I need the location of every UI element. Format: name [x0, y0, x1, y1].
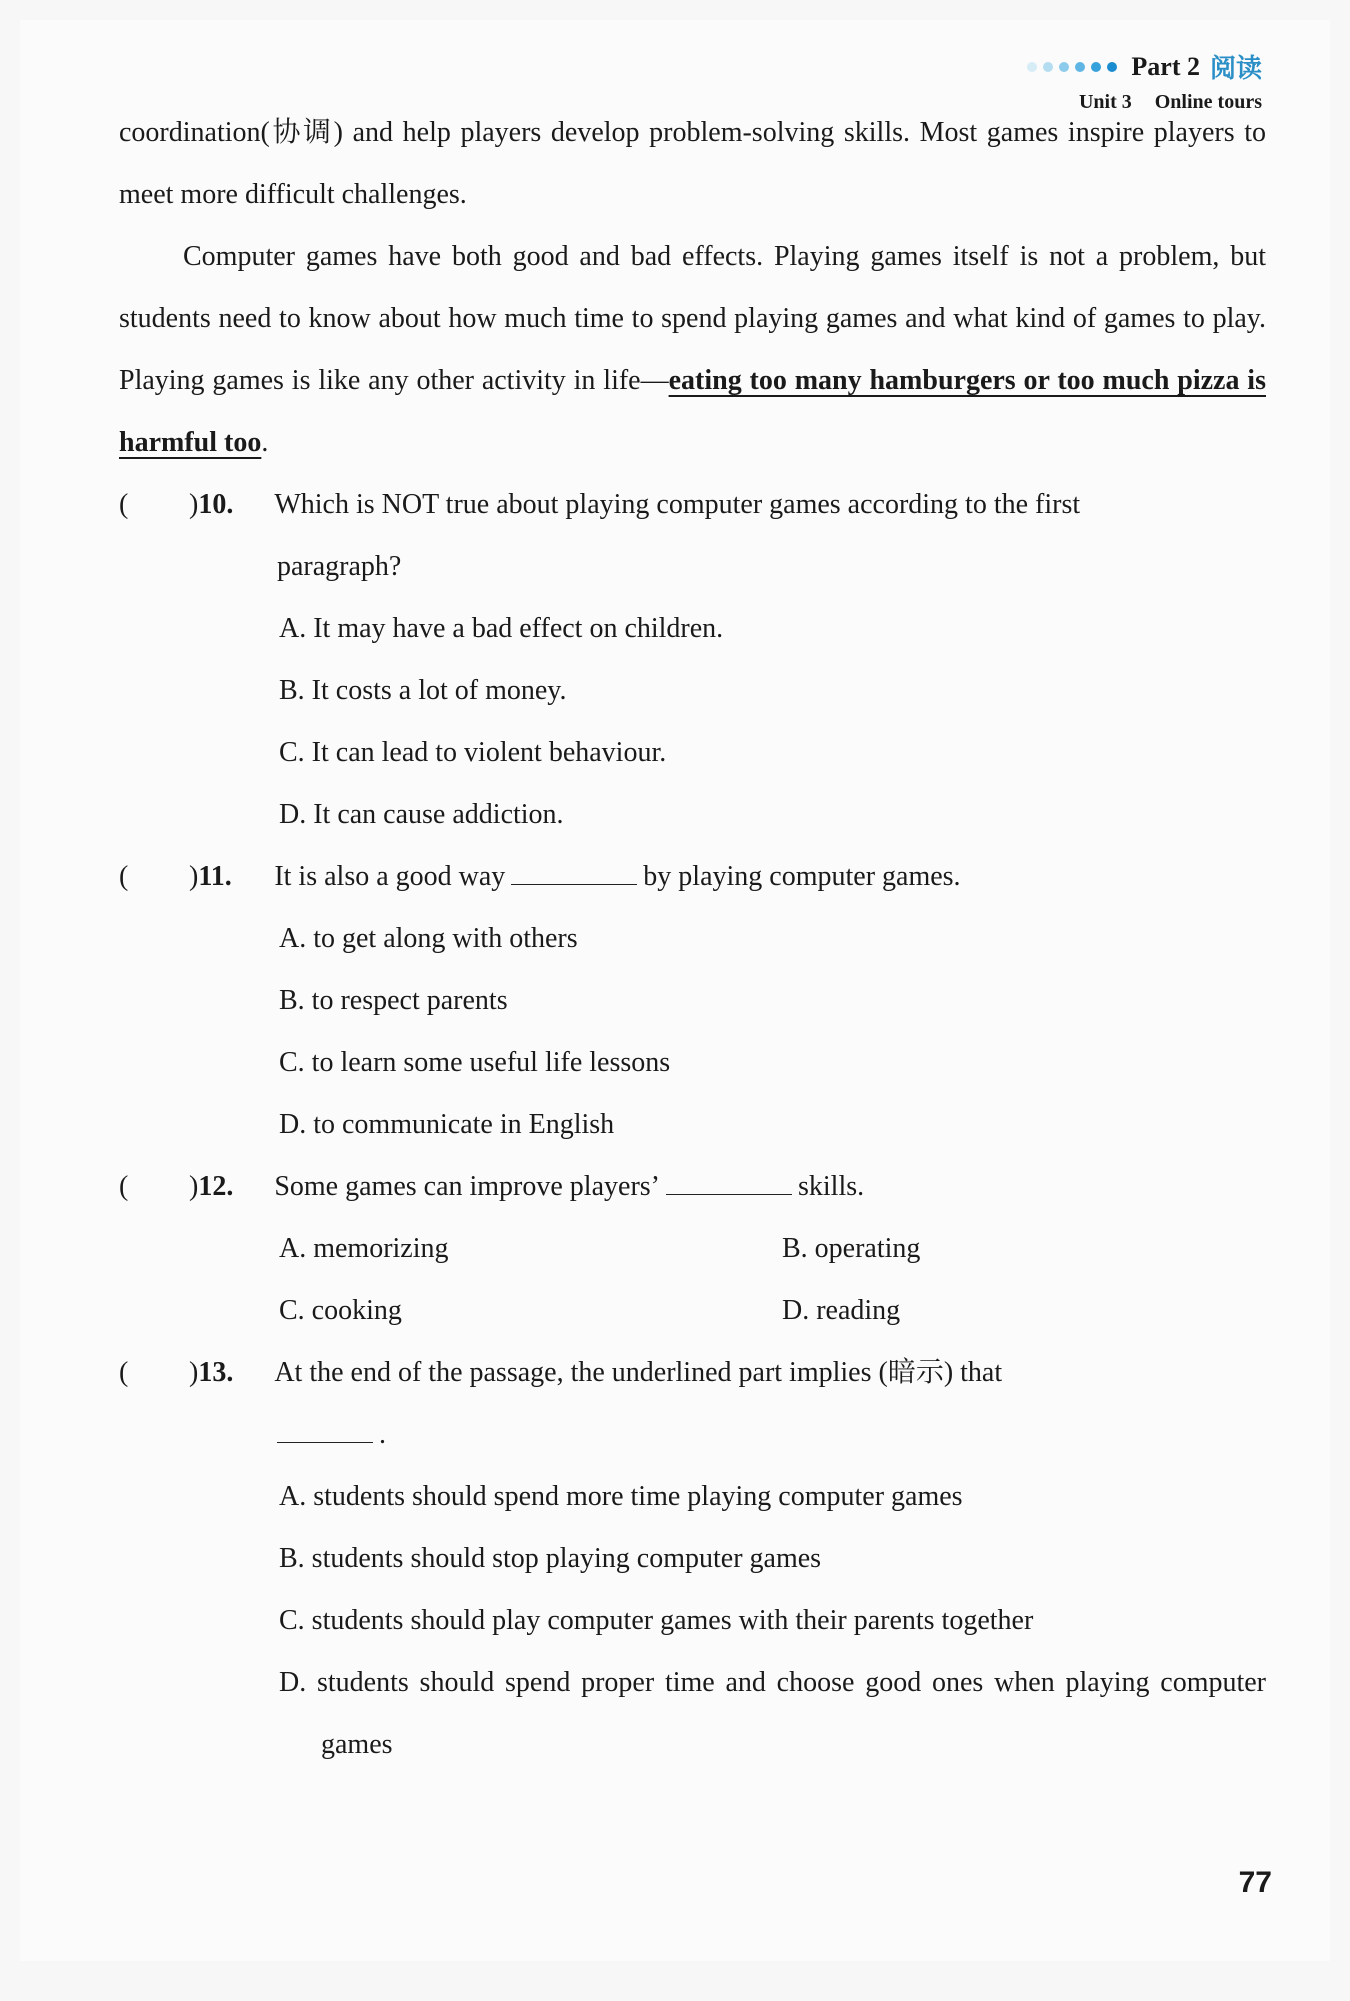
passage-paragraph-1: coordination(协调) and help players develop problem-solving skills. Most games inspire players to meet more difficult challenges. [119, 117, 1266, 210]
question-stem-cont: . [277, 1404, 1266, 1466]
question-stem: Which is NOT true about playing computer games according to the first [274, 489, 1081, 520]
question-stem: It is also a good way by playing computer games. [274, 846, 1266, 908]
answer-bracket[interactable]: ( [119, 861, 129, 892]
bracket-close: ) [189, 1171, 199, 1202]
fill-blank[interactable] [277, 1416, 373, 1443]
question-stem: Some games can improve players’ skills. [274, 1156, 1266, 1218]
paragraph-2-end: . [261, 427, 269, 458]
unit-title: Online tours [1154, 91, 1262, 113]
underlined-part: eating too many hamburgers or too much pizza is harmful too [119, 365, 1266, 458]
paragraph-2-text: Computer games have both good and bad effects. Playing games itself is not a problem, but students need to know about how much time to spend playing games and what kind of games to play. Playing games is like any other activity in life— [119, 241, 1266, 396]
question-10 [119, 474, 1266, 846]
bracket-close: ) [189, 489, 199, 520]
question-stem-cont: paragraph? [277, 551, 402, 582]
fill-blank[interactable] [511, 858, 637, 885]
option-c[interactable]: C. It can lead to violent behaviour. [279, 737, 667, 768]
option-b[interactable]: B. to respect parents [279, 985, 508, 1016]
question-12 [119, 1156, 1266, 1342]
option-c[interactable]: C. to learn some useful life lessons [279, 1047, 671, 1078]
option-a[interactable]: A. It may have a bad effect on children. [279, 613, 724, 644]
textbook-page [20, 20, 1330, 1961]
dot-icon [1043, 62, 1053, 72]
decorative-dots [1027, 62, 1117, 72]
page-body [119, 102, 1266, 1776]
question-number: 10. [198, 489, 234, 520]
option-d[interactable]: D. It can cause addiction. [279, 799, 564, 830]
option-b[interactable]: B. operating [782, 1233, 921, 1264]
question-number: 12. [198, 1171, 234, 1202]
dot-icon [1075, 62, 1085, 72]
dot-icon [1091, 62, 1101, 72]
option-a[interactable]: A. students should spend more time playing computer games [279, 1481, 963, 1512]
bracket-close: ) [189, 1357, 199, 1388]
dot-icon [1107, 62, 1117, 72]
answer-bracket[interactable]: ( [119, 489, 129, 520]
question-stem: At the end of the passage, the underlined part implies (暗示) that [274, 1357, 1003, 1388]
option-d[interactable]: D. students should spend proper time and choose good ones when playing computer games [279, 1667, 1266, 1760]
page-number: 77 [1238, 1866, 1272, 1899]
dot-icon [1027, 62, 1037, 72]
bracket-close: ) [189, 861, 199, 892]
question-11 [119, 846, 1266, 1156]
option-c[interactable]: C. students should play computer games with their parents together [279, 1605, 1034, 1636]
option-c[interactable]: C. cooking [279, 1295, 402, 1326]
options-grid [279, 1218, 1266, 1342]
unit-label: Unit 3 [1078, 91, 1132, 113]
question-number: 13. [198, 1357, 234, 1388]
fill-blank[interactable] [666, 1168, 792, 1195]
option-b[interactable]: B. It costs a lot of money. [279, 675, 567, 706]
part-label: Part 2 [1131, 51, 1200, 81]
option-d[interactable]: D. reading [782, 1295, 901, 1326]
passage-paragraph-2 [119, 226, 1266, 474]
option-a[interactable]: A. memorizing [279, 1233, 449, 1264]
answer-bracket[interactable]: ( [119, 1171, 129, 1202]
question-number: 11. [198, 861, 232, 892]
answer-bracket[interactable]: ( [119, 1357, 129, 1388]
option-d[interactable]: D. to communicate in English [279, 1109, 615, 1140]
section-title: 阅读 [1209, 54, 1262, 84]
dot-icon [1059, 62, 1069, 72]
option-b[interactable]: B. students should stop playing computer games [279, 1543, 822, 1574]
question-13 [119, 1342, 1266, 1776]
option-a[interactable]: A. to get along with others [279, 923, 578, 954]
